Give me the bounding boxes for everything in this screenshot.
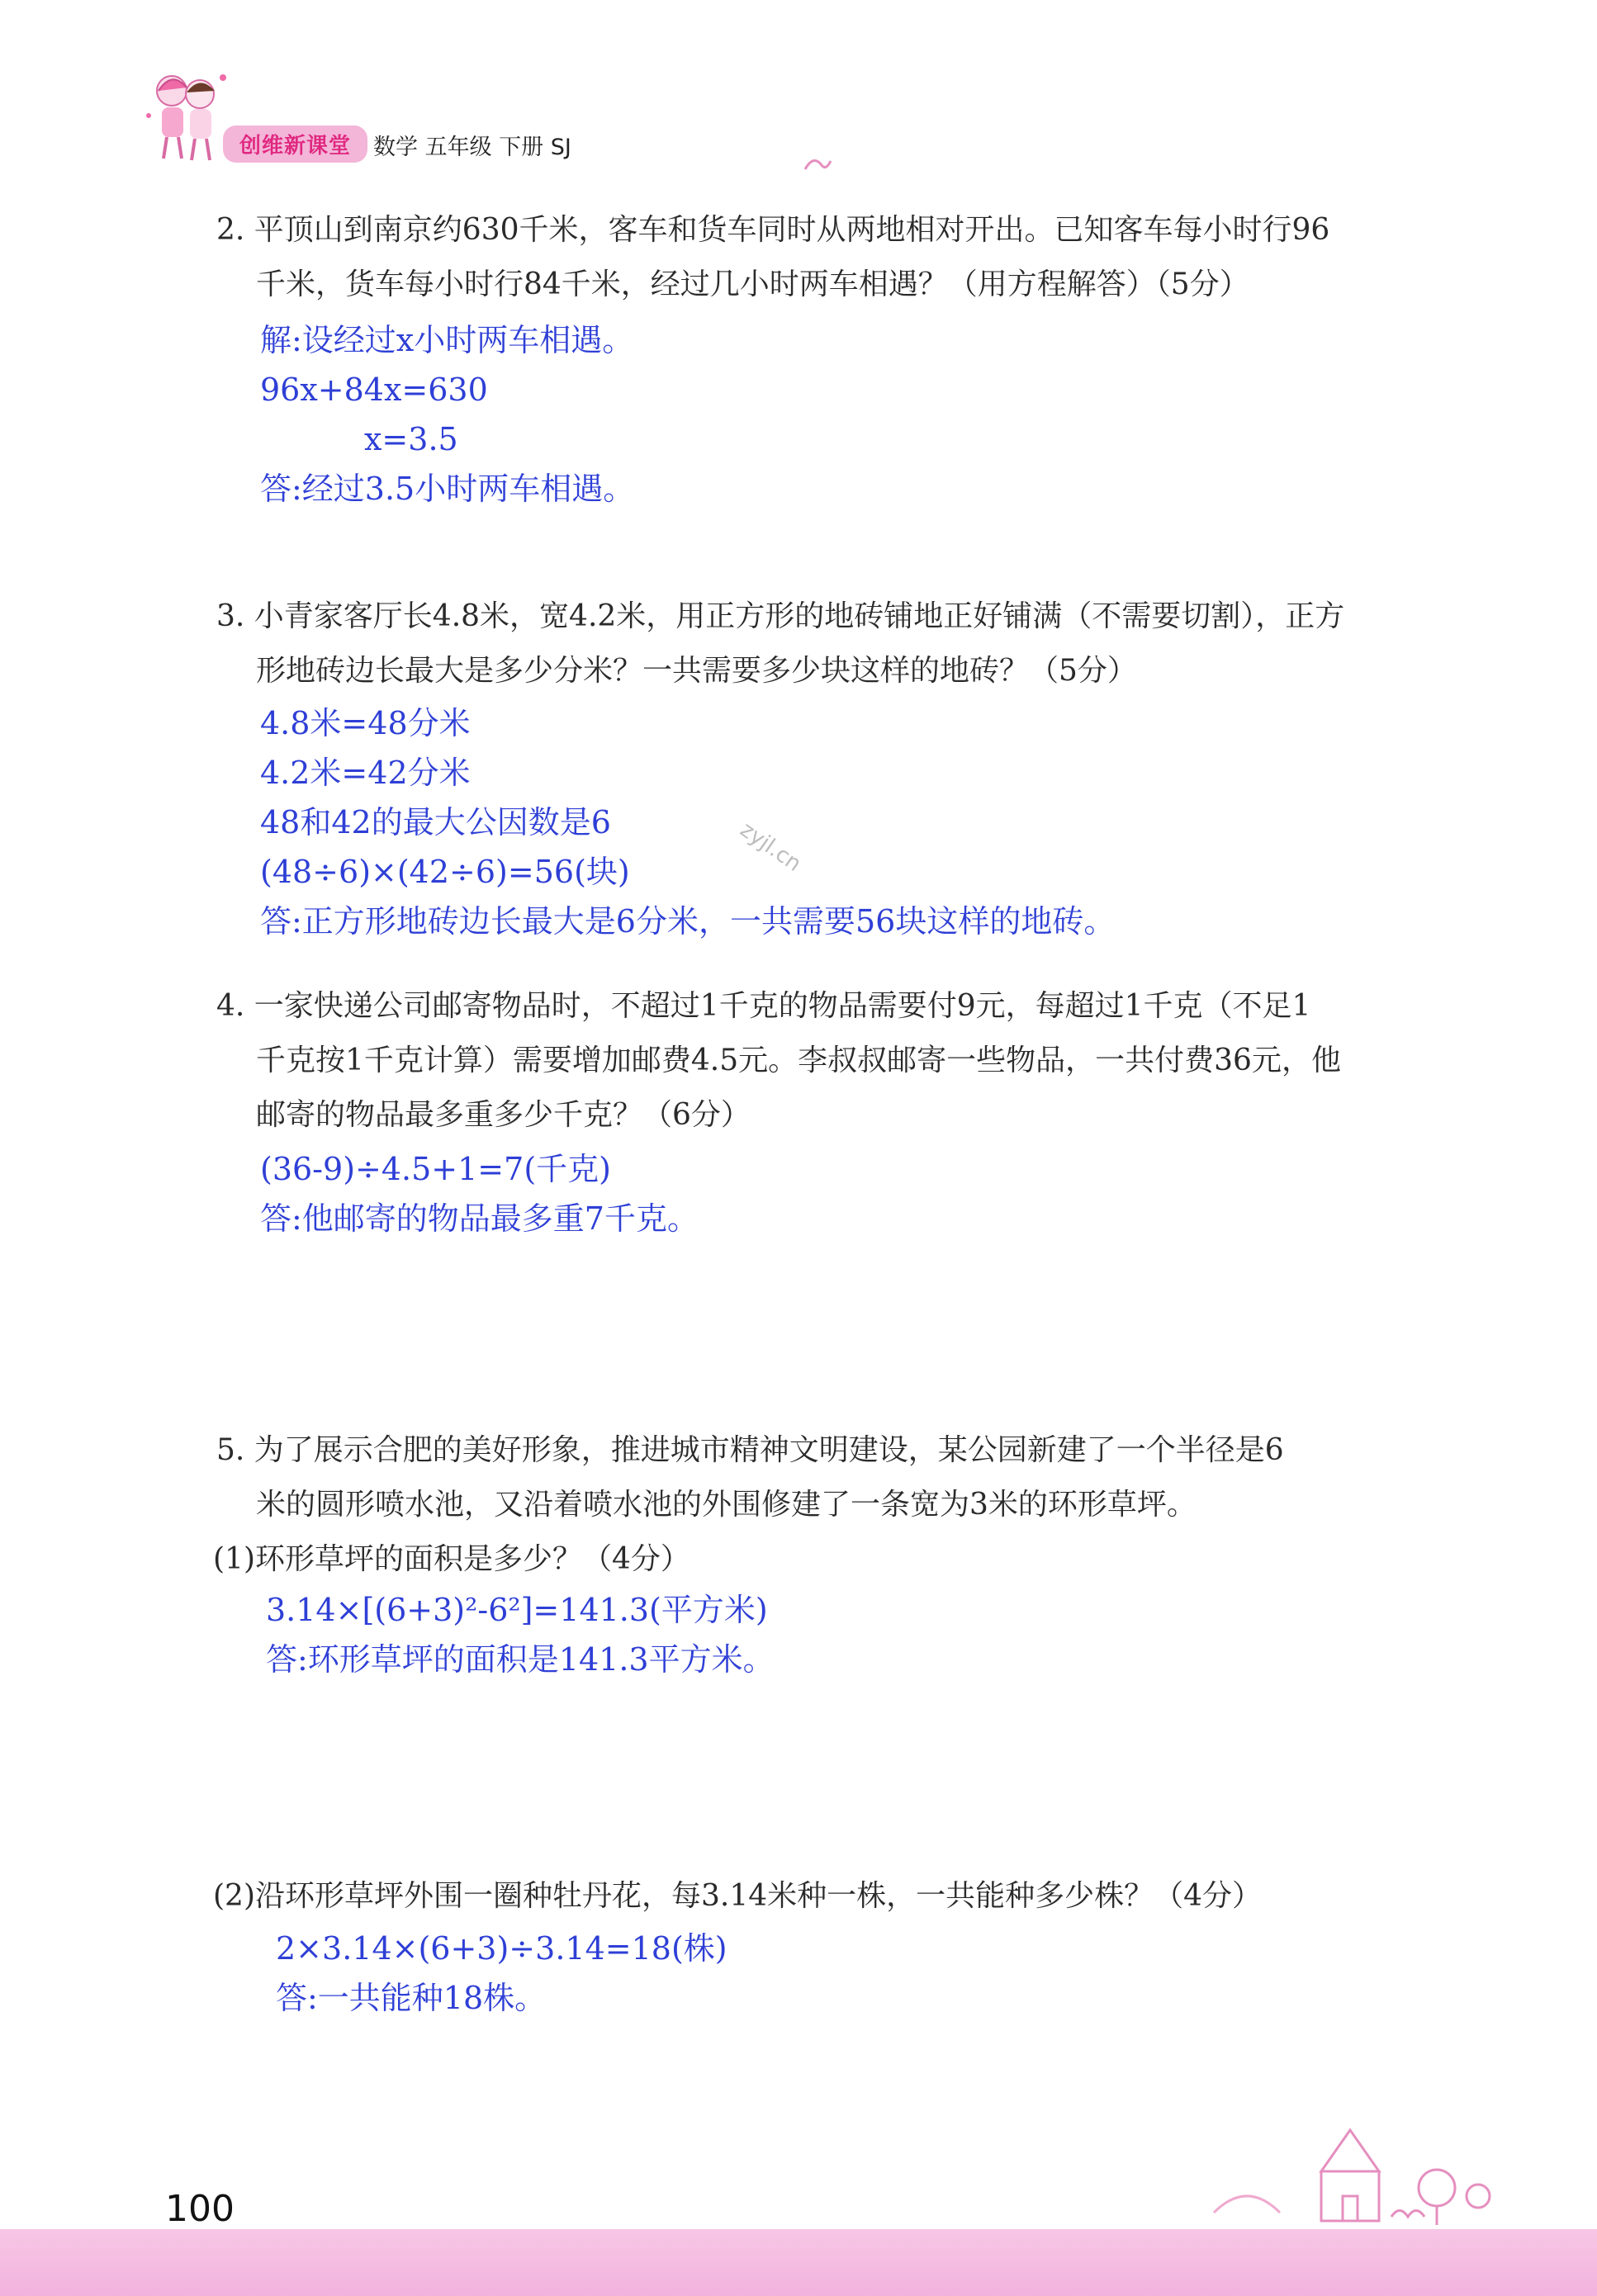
answer-line: 96x+84x=630: [260, 372, 488, 408]
question-5-part-1: [213, 1532, 690, 1587]
question-text-line: 邮寄的物品最多重多少千克？（6分）: [256, 1098, 751, 1132]
answer-line: 答:他邮寄的物品最多重7千克。: [260, 1200, 699, 1237]
answer-line: x=3.5: [364, 421, 458, 457]
answer-line: (36-9)÷4.5+1=7(千克): [260, 1151, 611, 1187]
question-text-line: 3. 小青家客厅长4.8米，宽4.2米，用正方形的地砖铺地正好铺满（不需要切割），正方: [216, 599, 1345, 633]
question-text-line: 4. 一家快递公司邮寄物品时，不超过1千克的物品需要付9元，每超过1千克（不足1: [216, 989, 1311, 1023]
sub-question-label: (2)沿环形草坪外围一圈种牡丹花，每3.14米种一株，一共能种多少株？（4分）: [213, 1879, 1263, 1913]
answer-4: [260, 1144, 699, 1243]
page-header: [140, 66, 718, 173]
page-number: 100: [165, 2188, 235, 2230]
answer-line: 解:设经过x小时两车相遇。: [260, 322, 634, 358]
answer-line: 答:一共能种18株。: [276, 1980, 547, 2016]
castle-decoration-icon: [1197, 2114, 1511, 2229]
question-text-line: 米的圆形喷水池，又沿着喷水池的外围修建了一条宽为3米的环形草坪。: [256, 1488, 1197, 1522]
question-text-line: 形地砖边长最大是多少分米？一共需要多少块这样的地砖？（5分）: [256, 654, 1137, 688]
question-text-line: 2. 平顶山到南京约630千米，客车和货车同时从两地相对开出。已知客车每小时行96: [216, 213, 1330, 247]
book-subtitle: 数学 五年级 下册 SJ: [373, 135, 571, 160]
question-text-line: 5. 为了展示合肥的美好形象，推进城市精神文明建设，某公园新建了一个半径是6: [216, 1433, 1284, 1467]
children-illustration-icon: [140, 66, 231, 165]
sub-question-label: (1)环形草坪的面积是多少？（4分）: [213, 1542, 690, 1576]
answer-2: [260, 315, 634, 514]
answer-5-part-1: [266, 1585, 775, 1684]
question-5-part-2: [213, 1869, 1262, 1924]
answer-line: 答:正方形地砖边长最大是6分米，一共需要56块这样的地砖。: [260, 903, 1116, 940]
footer-band: [0, 2229, 1597, 2296]
answer-line: 48和42的最大公因数是6: [260, 804, 611, 840]
brand-badge: 创维新课堂: [223, 125, 367, 163]
question-2: [216, 203, 1329, 312]
question-3: [216, 589, 1344, 698]
answer-line: 答:经过3.5小时两车相遇。: [260, 471, 635, 507]
answer-line: 答:环形草坪的面积是141.3平方米。: [266, 1641, 775, 1678]
flourish-icon: [801, 153, 834, 178]
answer-3: [260, 698, 1115, 946]
question-text-line: 千米，货车每小时行84千米，经过几小时两车相遇？（用方程解答）（5分）: [256, 267, 1249, 301]
answer-line: 4.2米=42分米: [260, 755, 471, 791]
answer-5-part-2: [276, 1924, 727, 2023]
question-5: [216, 1423, 1284, 1532]
answer-line: 2×3.14×(6+3)÷3.14=18(株): [276, 1930, 727, 1967]
question-text-line: 千克按1千克计算）需要增加邮费4.5元。李叔叔邮寄一些物品，一共付费36元，他: [256, 1044, 1341, 1077]
watermark: zyjl.cn: [735, 817, 806, 877]
answer-line: (48÷6)×(42÷6)=56(块): [260, 854, 630, 890]
question-4: [216, 979, 1341, 1143]
answer-line: 3.14×[(6+3)²-6²]=141.3(平方米): [266, 1592, 768, 1628]
answer-line: 4.8米=48分米: [260, 705, 471, 741]
